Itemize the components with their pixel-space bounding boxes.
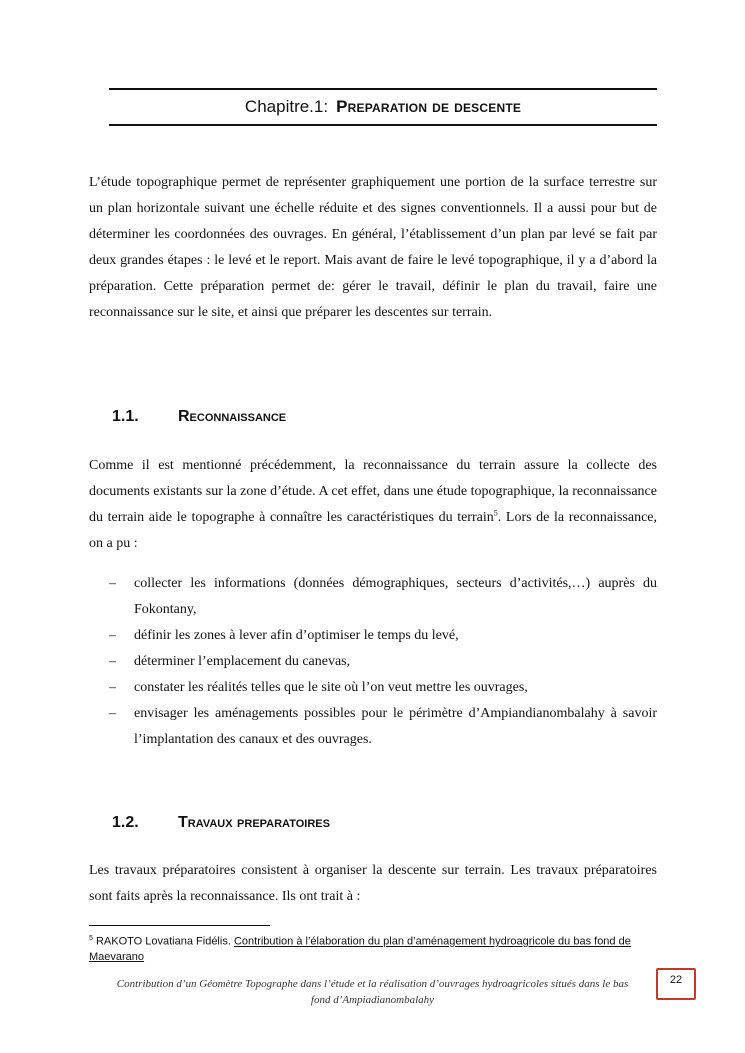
dash-icon: – [109, 628, 116, 643]
section-heading-reconnaissance [112, 408, 286, 426]
dash-icon: – [109, 654, 116, 669]
list-item-text: constater les réalités telles que le site où l’on veut mettre les ouvrages, [134, 680, 528, 695]
reconnaissance-paragraph [89, 453, 657, 557]
travaux-paragraph: Les travaux préparatoires consistent à organiser la descente sur terrain. Les travaux préparatoires sont faits après la reconnaissance. Ils ont trait à : [89, 863, 657, 904]
paragraph-text: . Lors de la reconnaissance, on a pu : [89, 510, 658, 551]
dash-icon: – [109, 680, 116, 695]
footnote [89, 931, 657, 965]
dash-icon: – [109, 576, 116, 591]
reconnaissance-list [109, 571, 657, 753]
section-title: Reconnaissance [178, 408, 287, 425]
footnote-divider [89, 925, 270, 926]
list-item [109, 675, 657, 701]
list-item-text: définir les zones à lever afin d’optimiser le temps du levé, [134, 628, 459, 643]
running-footer: Contribution d’un Géomètre Topographe dans l’étude et la réalisation d’ouvrages hydroagricoles situés dans le bas fond d’Ampiadianombalahy [116, 978, 629, 1006]
intro-paragraph: L’étude topographique permet de représenter graphiquement une portion de la surface terrestre sur un plan horizontale suivant une échelle réduite et des signes conventionnels. Il a aussi pour but de déterminer les coordonnées des ouvrages. En général, l’établissement d’un plan par levé se fait par deux grandes étapes : le levé et le report. Mais avant de faire le levé topographique, il y a d’abord la préparation. Cette préparation permet de: gérer le travail, définir le plan du travail, faire une reconnaissance sur le site, et ainsi que préparer les descentes sur terrain. [89, 175, 657, 320]
section-number: 1.1. [112, 408, 139, 425]
chapter-title: Preparation de descente [336, 97, 522, 116]
paragraph-text: Comme il est mentionné précédemment, la reconnaissance du terrain assure la collecte des documents existants sur la zone d’étude. A cet effet, dans une étude topographique, la reconnaissance du terrain aide le topographe à connaître les caractéristiques du terrain [89, 458, 657, 525]
footnote-title[interactable]: Contribution à l’élaboration du plan d’aménagement hydroagricole du bas fond de Maevarano [89, 935, 631, 963]
list-item-text: collecter les informations (données démographiques, secteurs d’activités,…) auprès du Fokontany, [134, 576, 657, 617]
list-item [109, 701, 657, 753]
section-heading-travaux [112, 814, 330, 832]
list-item-text: envisager les aménagements possibles pour le périmètre d’Ampiandianombalahy à savoir l’implantation des canaux et des ouvrages. [134, 706, 657, 747]
page-number: 22 [656, 968, 696, 1000]
footnote-number: 5 [89, 935, 93, 942]
footnote-author: RAKOTO Lovatiana Fidélis. [95, 935, 231, 948]
list-item-text: déterminer l’emplacement du canevas, [134, 654, 351, 669]
footnote-reference[interactable]: 5 [493, 508, 498, 518]
section-title: Travaux preparatoires [178, 814, 330, 831]
list-item [109, 623, 657, 649]
dash-icon: – [109, 706, 116, 721]
section-number: 1.2. [112, 814, 139, 831]
chapter-heading [109, 88, 657, 126]
chapter-label: Chapitre.1: [244, 97, 329, 116]
list-item [109, 571, 657, 623]
list-item [109, 649, 657, 675]
